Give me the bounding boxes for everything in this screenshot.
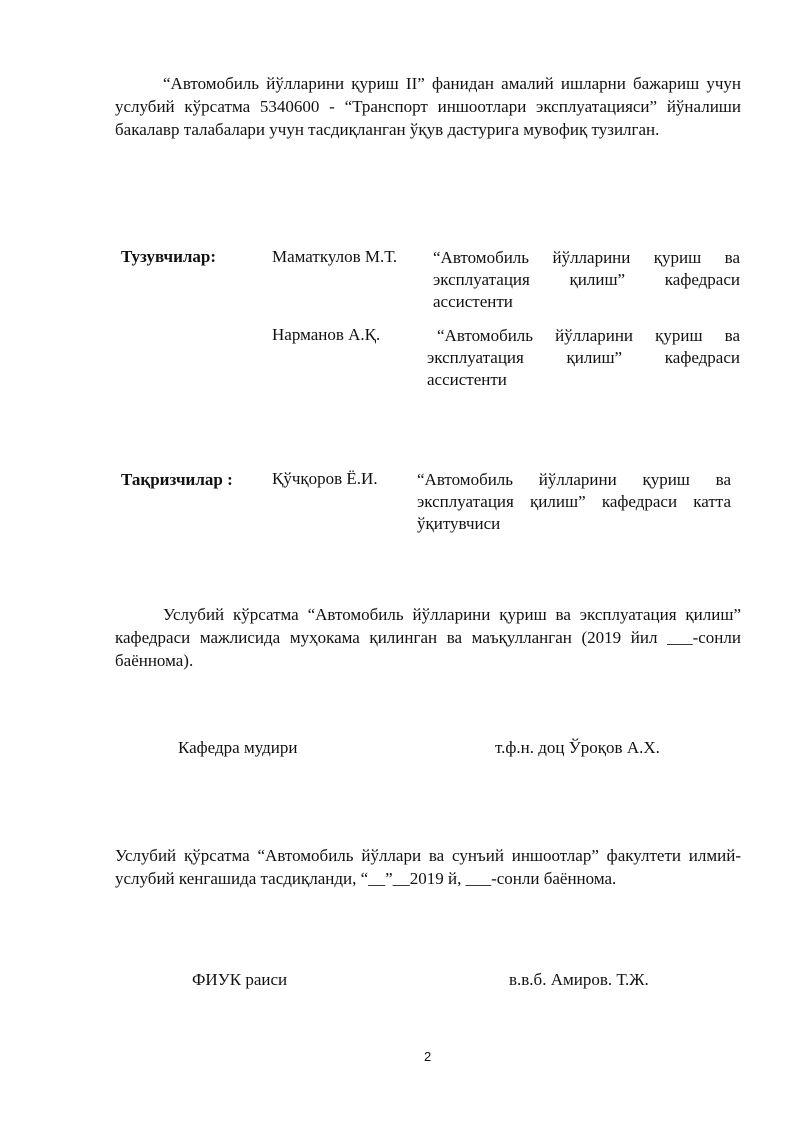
page-number: 2 xyxy=(424,1049,432,1064)
author-name: Маматкулов М.Т. xyxy=(272,247,398,266)
council-paragraph: Услубий қўрсатма “Автомобиль йўллари ва сунъий иншоотлар” факултети илмий-услубий кенгашида тасдиқланди, “__”__2019 й, ___-сонли баённома. xyxy=(115,846,741,888)
reviewer-name: Қўчқоров Ё.И. xyxy=(272,469,378,488)
authors-label: Тузувчилар: xyxy=(121,247,217,266)
department-head-title: Кафедра мудири xyxy=(178,738,298,757)
author-name: Нарманов А.Қ. xyxy=(272,325,381,344)
intro-paragraph: “Автомобиль йўлларини қуриш II” фанидан амалий ишларни бажариш учун услубий кўрсатма 5340600 - “Транспорт иншоотлари эксплуатацияси” йўналиши бакалавр талабалари учун тасдиқланган ўқув дастурига мувофиқ тузилган. xyxy=(115,74,741,139)
author-role: “Автомобиль йўлларини қуриш ва эксплуатация қилиш” кафедраси ассистенти xyxy=(427,326,740,389)
approval-paragraph: Услубий кўрсатма “Автомобиль йўлларини қуриш ва эксплуатация қилиш” кафедраси мажлисида муҳокама қилинган ва маъқулланган (2019 йил ___-сонли баённома). xyxy=(115,605,741,670)
reviewers-label: Тақризчилар : xyxy=(121,470,233,489)
reviewer-role: “Автомобиль йўлларини қуриш ва эксплуатация қилиш” кафедраси катта ўқитувчиси xyxy=(417,470,731,533)
department-head-name: т.ф.н. доц Ўроқов А.Х. xyxy=(495,738,660,757)
author-role: “Автомобиль йўлларини қуриш ва эксплуатация қилиш” кафедраси ассистенти xyxy=(433,248,740,311)
council-chair-title: ФИУК раиси xyxy=(192,970,288,989)
council-chair-name: в.в.б. Амиров. Т.Ж. xyxy=(509,970,649,989)
